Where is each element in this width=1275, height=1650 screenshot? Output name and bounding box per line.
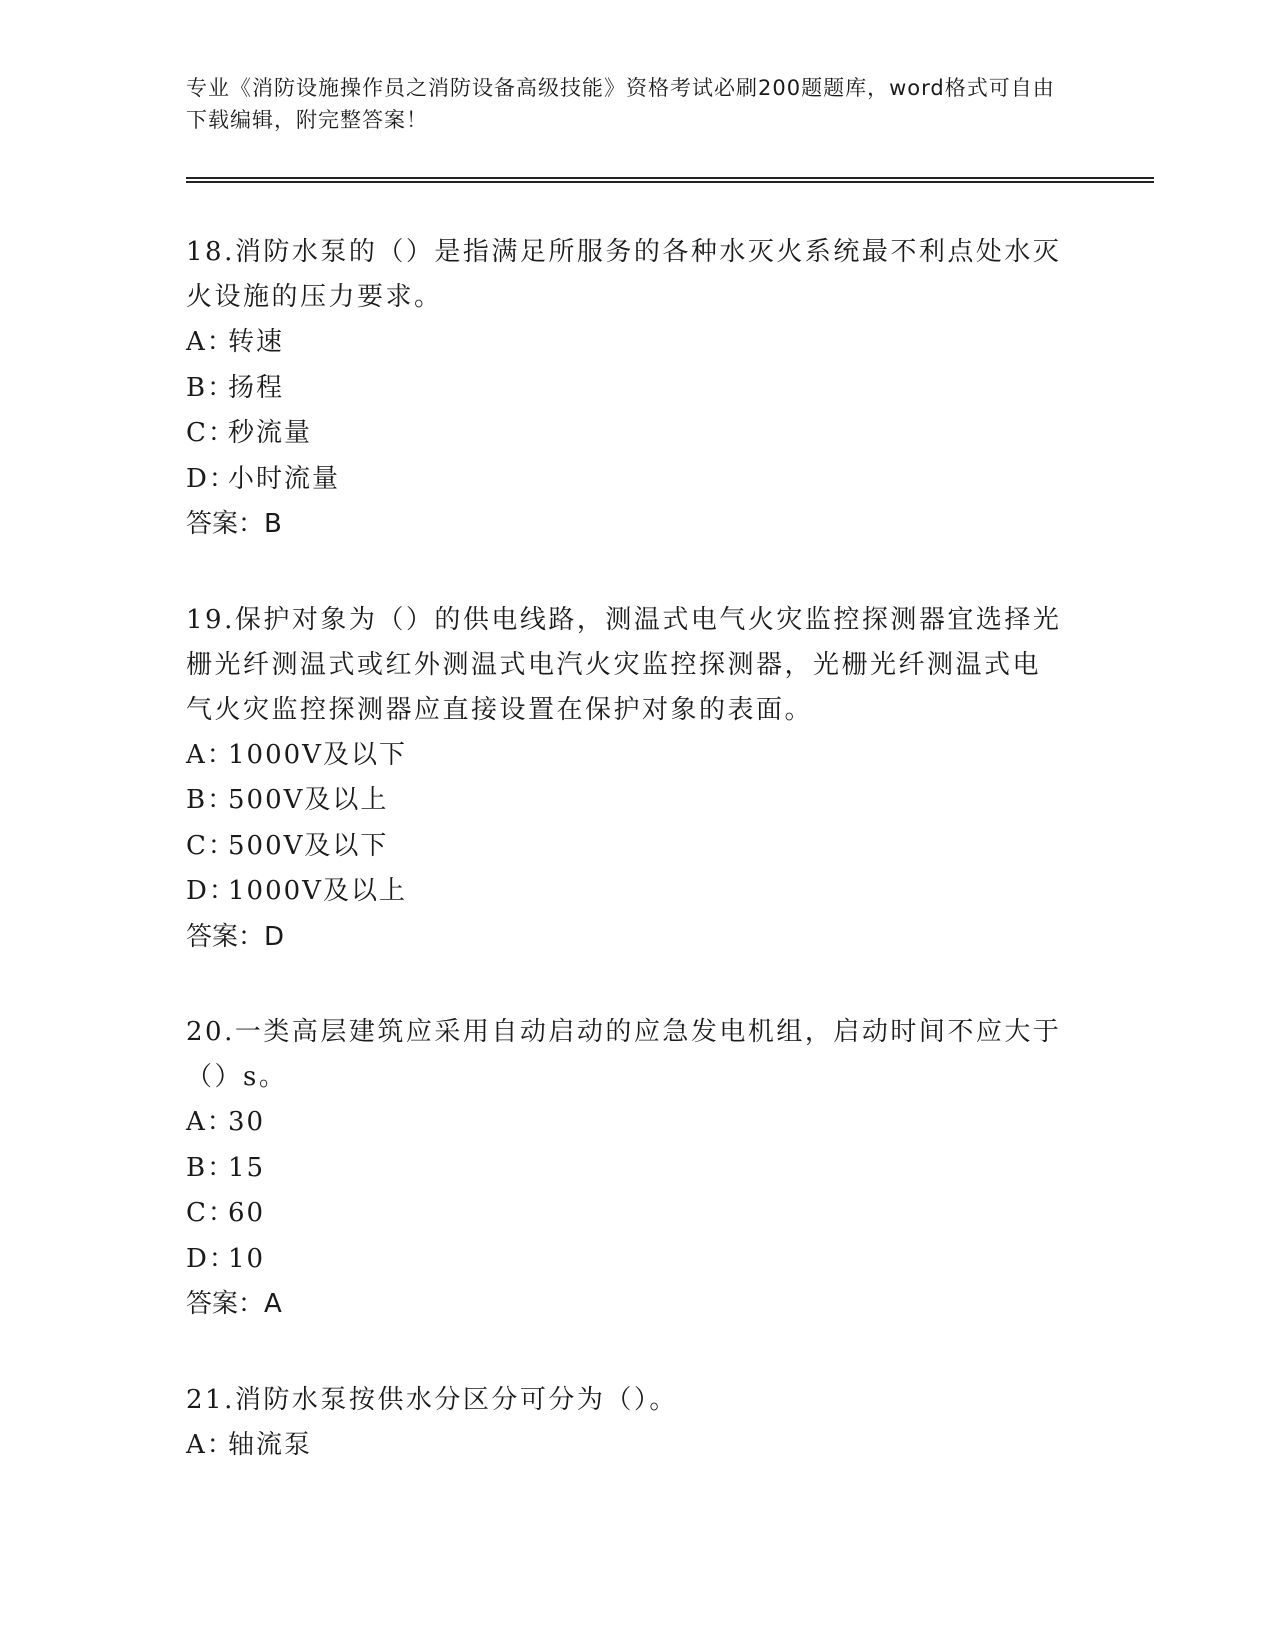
option-key: C：	[186, 418, 236, 448]
option-key: B：	[186, 785, 236, 815]
option-key: D：	[186, 876, 237, 906]
option-key: D：	[186, 1243, 237, 1274]
question-19	[186, 598, 1086, 961]
question-stem: 21.消防水泵按供水分区分可分为（）。	[186, 1384, 678, 1415]
question-21	[186, 1378, 1086, 1469]
option-key: A：	[186, 739, 235, 770]
option-b	[186, 366, 1086, 412]
option-d	[186, 457, 1086, 503]
option-key: B：	[186, 372, 236, 403]
option-text: 转速	[228, 327, 285, 357]
option-key: B：	[186, 1152, 236, 1183]
question-stem: 18.消防水泵的（）是指满足所服务的各种水灭火系统最不利点处水灭火设施的压力要求。	[186, 237, 1062, 312]
answer-line: 答案：B	[186, 509, 282, 539]
option-text: 轴流泵	[228, 1429, 313, 1460]
document-header	[186, 72, 1066, 136]
option-c	[186, 411, 1086, 457]
option-text: 秒流量	[228, 418, 313, 448]
option-key: A：	[186, 1107, 235, 1137]
question-18	[186, 230, 1086, 548]
option-key: A：	[186, 327, 235, 357]
option-text: 30	[228, 1107, 266, 1137]
option-text: 10	[228, 1243, 266, 1274]
option-text: 小时流量	[228, 463, 341, 494]
question-20	[186, 1010, 1086, 1328]
option-a	[186, 733, 1086, 779]
header-text: 专业《消防设施操作员之消防设备高级技能》资格考试必刷200题题库，word格式可自由下载编辑，附完整答案！	[186, 76, 1055, 132]
option-text: 15	[228, 1152, 266, 1183]
question-stem: 20.一类高层建筑应采用自动启动的应急发电机组，启动时间不应大于（）s。	[186, 1017, 1062, 1092]
option-b	[186, 778, 1086, 824]
option-a	[186, 1423, 1086, 1469]
option-c	[186, 1191, 1086, 1237]
question-stem: 19.保护对象为（）的供电线路，测温式电气火灾监控探测器宜选择光栅光纤测温式或红外测温式电汽火灾监控探测器，光栅光纤测温式电气火灾监控探测器应直接设置在保护对象的表面。	[186, 604, 1062, 725]
question-list	[186, 230, 1086, 1518]
option-a	[186, 320, 1086, 366]
option-key: D：	[186, 463, 237, 494]
option-d	[186, 869, 1086, 915]
option-d	[186, 1237, 1086, 1283]
option-text: 60	[228, 1198, 266, 1228]
option-text: 500V及以下	[228, 830, 389, 861]
header-divider	[186, 177, 1154, 183]
option-text: 扬程	[228, 372, 285, 403]
option-key: A：	[186, 1429, 235, 1460]
option-a	[186, 1100, 1086, 1146]
option-key: C：	[186, 830, 236, 861]
option-b	[186, 1146, 1086, 1192]
option-text: 500V及以上	[228, 785, 389, 815]
answer-line: 答案：A	[186, 1289, 282, 1319]
answer-line: 答案：D	[186, 921, 285, 952]
option-text: 1000V及以下	[228, 739, 407, 770]
option-key: C：	[186, 1198, 236, 1228]
option-c	[186, 824, 1086, 870]
option-text: 1000V及以上	[228, 876, 407, 906]
